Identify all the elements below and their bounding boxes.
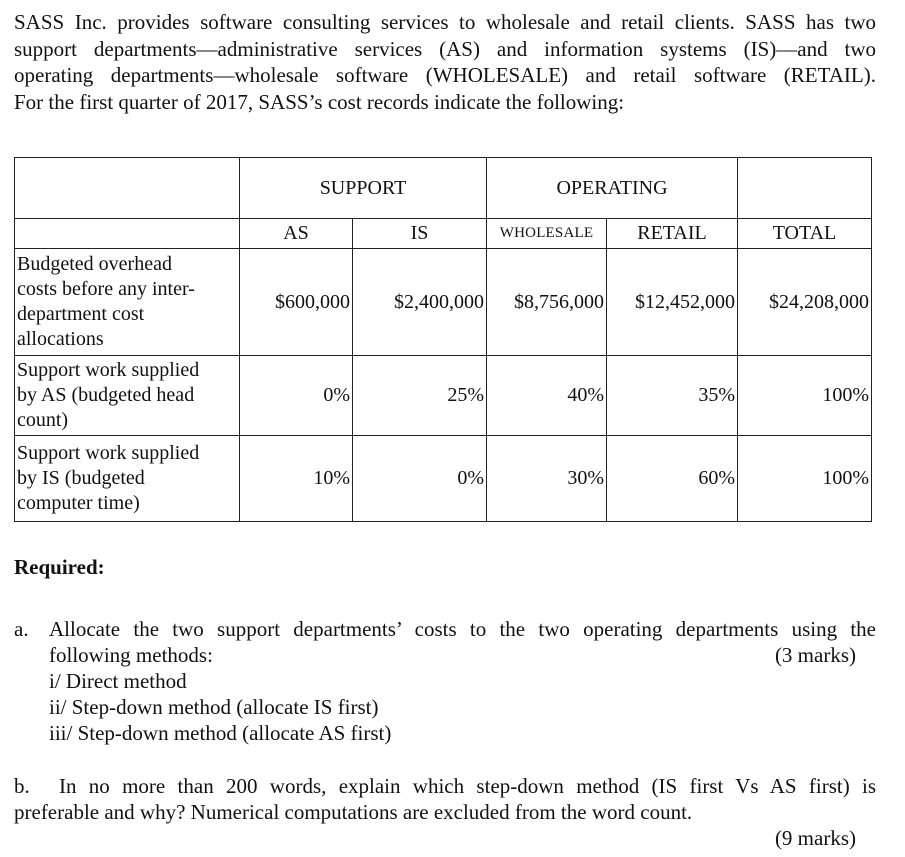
intro-line-4: For the first quarter of 2017, SASS’s cost records indicate the following: (14, 89, 625, 114)
question-b-text-1: In no more than 200 words, explain which step-down method (IS first Vs AS first) is (59, 774, 876, 798)
row-label-line: costs before any inter- (17, 278, 195, 300)
column-header-total: TOTAL (738, 219, 872, 249)
intro-paragraph (14, 9, 876, 115)
cell-retail-overhead: $12,452,000 (607, 249, 738, 356)
method-step-down-is-first: ii/ Step-down method (allocate IS first) (49, 695, 379, 719)
intro-line-2: support departments—administrative services (AS) and information systems (IS)—and two (14, 36, 876, 61)
table-label-header-cell (15, 219, 240, 249)
intro-line-3: operating departments—wholesale software (WHOLESALE) and retail software (RETAIL). (14, 63, 876, 87)
table-column-header-row (15, 219, 872, 249)
cell-is-by-as: 25% (353, 356, 487, 436)
row-label-budgeted-overhead (15, 249, 240, 356)
cell-retail-by-is: 60% (607, 436, 738, 522)
row-label-line: Support work supplied (17, 359, 200, 381)
cell-as-by-as: 0% (240, 356, 353, 436)
cell-total-by-as: 100% (738, 356, 872, 436)
table-row (15, 436, 872, 522)
question-a (14, 616, 876, 746)
method-direct: i/ Direct method (49, 669, 187, 693)
question-b (14, 773, 876, 850)
row-label-line: Budgeted overhead (17, 253, 172, 275)
row-label-line: Support work supplied (17, 442, 200, 464)
required-heading: Required: (14, 555, 105, 579)
row-label-line: by AS (budgeted head (17, 384, 195, 406)
table-row (15, 356, 872, 436)
row-label-line: by IS (budgeted (17, 467, 145, 489)
cell-is-by-is: 0% (353, 436, 487, 522)
question-a-line-2 (14, 642, 876, 668)
column-header-wholesale: WHOLESALE (487, 219, 607, 249)
question-a-text-2: following methods: (49, 643, 213, 667)
question-a-line-1 (14, 616, 876, 642)
table-group-header-row (15, 158, 872, 219)
table-corner-cell (15, 158, 240, 219)
question-a-prefix: a. (14, 617, 29, 641)
question-b-line-1 (14, 773, 876, 799)
group-header-support: SUPPORT (240, 158, 487, 219)
row-label-line: allocations (17, 328, 104, 350)
group-header-operating: OPERATING (487, 158, 738, 219)
table-row (15, 249, 872, 356)
column-header-retail: RETAIL (607, 219, 738, 249)
cost-records-table (14, 157, 872, 522)
question-a-marks: (3 marks) (774, 643, 856, 667)
cell-total-overhead: $24,208,000 (738, 249, 872, 356)
question-b-prefix: b. (14, 774, 30, 798)
cell-is-overhead: $2,400,000 (353, 249, 487, 356)
row-label-is-support (15, 436, 240, 522)
intro-line-1: SASS Inc. provides software consulting services to wholesale and retail clients. SASS has two (14, 10, 876, 34)
cell-wholesale-by-is: 30% (487, 436, 607, 522)
cell-wholesale-by-as: 40% (487, 356, 607, 436)
row-label-line: department cost (17, 303, 145, 325)
row-label-line: computer time) (17, 492, 140, 514)
question-b-marks: (9 marks) (774, 826, 856, 850)
table-total-spacer-cell (738, 158, 872, 219)
column-header-as: AS (240, 219, 353, 249)
cell-as-overhead: $600,000 (240, 249, 353, 356)
method-step-down-as-first: iii/ Step-down method (allocate AS first) (49, 721, 392, 745)
cell-wholesale-overhead: $8,756,000 (487, 249, 607, 356)
row-label-as-support (15, 356, 240, 436)
cell-retail-by-as: 35% (607, 356, 738, 436)
row-label-line: count) (17, 409, 69, 431)
cell-as-by-is: 10% (240, 436, 353, 522)
question-b-text-2: preferable and why? Numerical computations are excluded from the word count. (14, 800, 693, 824)
column-header-is: IS (353, 219, 487, 249)
question-a-text-1: Allocate the two support departments’ costs to the two operating departments using the (49, 617, 876, 641)
cell-total-by-is: 100% (738, 436, 872, 522)
